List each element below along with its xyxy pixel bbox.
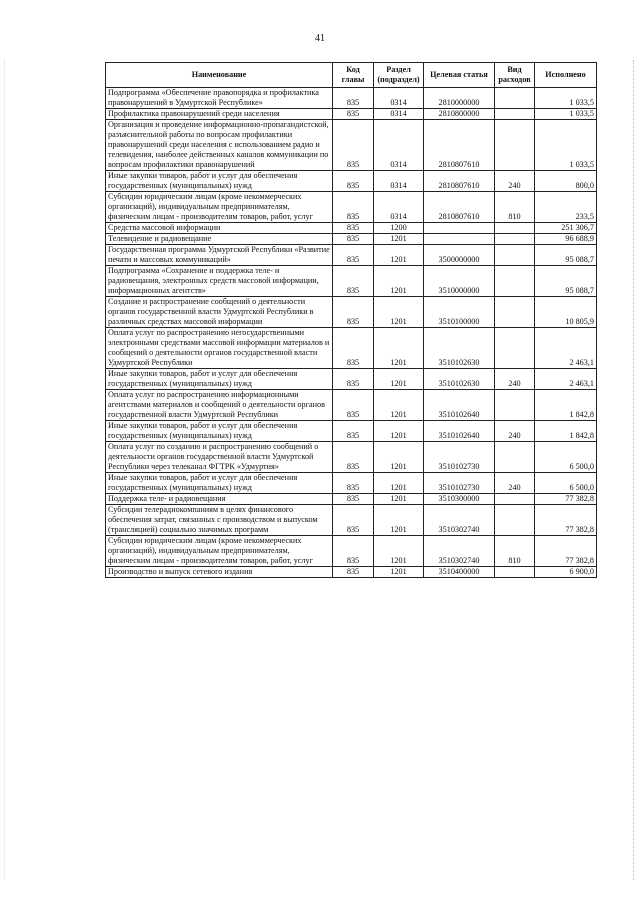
table-row <box>106 421 597 442</box>
cell-section: 1201 <box>374 245 424 266</box>
cell-article: 3510400000 <box>424 567 495 578</box>
cell-section: 1201 <box>374 473 424 494</box>
table-row <box>106 192 597 223</box>
table-row <box>106 223 597 234</box>
cell-type <box>495 494 535 505</box>
cell-article: 3510300000 <box>424 494 495 505</box>
cell-article: 2810807610 <box>424 192 495 223</box>
cell-executed: 77 382,8 <box>535 494 597 505</box>
header-executed: Исполнено <box>535 63 597 88</box>
cell-type <box>495 567 535 578</box>
cell-name: Организация и проведение информационно-пропагандистской, разъяснительной работы по вопросам профилактики правонарушений среди населения с использованием радио и телевидения, наиболее действенных каналов коммуникации по вопросам профилактики правонарушений <box>106 120 333 171</box>
cell-article: 3510302740 <box>424 536 495 567</box>
cell-type <box>495 109 535 120</box>
table-row <box>106 297 597 328</box>
cell-code: 835 <box>333 223 374 234</box>
cell-article: 2810807610 <box>424 120 495 171</box>
cell-executed: 233,5 <box>535 192 597 223</box>
cell-name: Иные закупки товаров, работ и услуг для обеспечения государственных (муниципальных) нужд <box>106 473 333 494</box>
cell-executed: 2 463,1 <box>535 328 597 369</box>
table-row <box>106 266 597 297</box>
table-body <box>106 88 597 578</box>
cell-executed: 1 842,8 <box>535 421 597 442</box>
cell-name: Производство и выпуск сетевого издания <box>106 567 333 578</box>
cell-type: 240 <box>495 473 535 494</box>
cell-type <box>495 234 535 245</box>
cell-article: 3510000000 <box>424 266 495 297</box>
cell-name: Подпрограмма «Обеспечение правопорядка и профилактика правонарушений в Удмуртской Республике» <box>106 88 333 109</box>
cell-executed: 95 088,7 <box>535 266 597 297</box>
cell-name: Поддержка теле- и радиовещания <box>106 494 333 505</box>
cell-name: Создание и распространение сообщений о деятельности органов государственной власти Удмуртской Республики в различных средствах массовой информации <box>106 297 333 328</box>
table-row <box>106 369 597 390</box>
cell-type <box>495 442 535 473</box>
cell-code: 835 <box>333 328 374 369</box>
cell-type: 240 <box>495 421 535 442</box>
cell-article <box>424 234 495 245</box>
cell-article: 2810800000 <box>424 109 495 120</box>
cell-type <box>495 297 535 328</box>
cell-type <box>495 120 535 171</box>
cell-name: Субсидии юридическим лицам (кроме некоммерческих организаций), индивидуальным предпринимателям, физическим лицам - производителям товаров, работ, услуг <box>106 192 333 223</box>
table-row <box>106 442 597 473</box>
table-row <box>106 88 597 109</box>
scan-edge-right <box>632 60 634 880</box>
cell-type: 240 <box>495 369 535 390</box>
cell-type <box>495 88 535 109</box>
cell-executed: 6 500,0 <box>535 473 597 494</box>
cell-article: 3510102730 <box>424 473 495 494</box>
cell-name: Подпрограмма «Сохранение и поддержка теле- и радиовещания, электронных средств массовой информации, информационных агентств» <box>106 266 333 297</box>
cell-executed: 800,0 <box>535 171 597 192</box>
cell-type <box>495 223 535 234</box>
table-row <box>106 120 597 171</box>
cell-article: 3510102630 <box>424 369 495 390</box>
cell-name: Средства массовой информации <box>106 223 333 234</box>
cell-section: 1201 <box>374 442 424 473</box>
cell-code: 835 <box>333 171 374 192</box>
cell-article: 3510302740 <box>424 505 495 536</box>
cell-name: Оплата услуг по созданию и распространению сообщений о деятельности органов государственной власти Удмуртской Республики через телеканал ФГТРК «Удмуртия» <box>106 442 333 473</box>
cell-section: 1200 <box>374 223 424 234</box>
cell-section: 1201 <box>374 536 424 567</box>
cell-section: 1201 <box>374 328 424 369</box>
table-row <box>106 390 597 421</box>
cell-code: 835 <box>333 266 374 297</box>
cell-type <box>495 328 535 369</box>
cell-article: 3510102630 <box>424 328 495 369</box>
cell-section: 0314 <box>374 120 424 171</box>
header-code: Код главы <box>333 63 374 88</box>
cell-section: 1201 <box>374 369 424 390</box>
cell-code: 835 <box>333 369 374 390</box>
cell-name: Профилактика правонарушений среди населения <box>106 109 333 120</box>
table-row <box>106 171 597 192</box>
cell-type: 240 <box>495 171 535 192</box>
cell-article: 2810807610 <box>424 171 495 192</box>
table-row <box>106 494 597 505</box>
cell-section: 1201 <box>374 234 424 245</box>
table-row <box>106 536 597 567</box>
cell-article: 3500000000 <box>424 245 495 266</box>
cell-section: 0314 <box>374 109 424 120</box>
cell-code: 835 <box>333 442 374 473</box>
cell-executed: 1 842,8 <box>535 390 597 421</box>
cell-executed: 1 033,5 <box>535 109 597 120</box>
table-row <box>106 328 597 369</box>
cell-executed: 251 306,7 <box>535 223 597 234</box>
table-row <box>106 234 597 245</box>
cell-article: 3510102730 <box>424 442 495 473</box>
cell-name: Оплата услуг по распространению информационными агентствами материалов и сообщений о деятельности органов государственной власти Удмуртской Республики <box>106 390 333 421</box>
cell-section: 0314 <box>374 88 424 109</box>
cell-code: 835 <box>333 297 374 328</box>
cell-name: Государственная программа Удмуртской Республики «Развитие печати и массовых коммуникаций» <box>106 245 333 266</box>
cell-name: Оплата услуг по распространению негосударственными электронными средствами массовой информации материалов и сообщений о деятельности органов государственной власти Удмуртской Республики <box>106 328 333 369</box>
cell-article: 3510102640 <box>424 421 495 442</box>
cell-code: 835 <box>333 421 374 442</box>
cell-name: Субсидии телерадиокомпаниям в целях финансового обеспечения затрат, связанных с производством и выпуском (трансляцией) социально значимых программ <box>106 505 333 536</box>
header-article: Целевая статья <box>424 63 495 88</box>
cell-code: 835 <box>333 536 374 567</box>
cell-section: 1201 <box>374 567 424 578</box>
cell-section: 1201 <box>374 494 424 505</box>
table-row <box>106 109 597 120</box>
budget-execution-table <box>105 62 597 578</box>
cell-executed: 77 382,8 <box>535 536 597 567</box>
cell-executed: 1 033,5 <box>535 88 597 109</box>
cell-code: 835 <box>333 505 374 536</box>
cell-section: 1201 <box>374 266 424 297</box>
cell-code: 835 <box>333 494 374 505</box>
cell-executed: 6 500,0 <box>535 442 597 473</box>
cell-executed: 1 033,5 <box>535 120 597 171</box>
cell-code: 835 <box>333 473 374 494</box>
cell-executed: 6 900,0 <box>535 567 597 578</box>
cell-code: 835 <box>333 567 374 578</box>
cell-article <box>424 223 495 234</box>
cell-executed: 2 463,1 <box>535 369 597 390</box>
cell-type <box>495 505 535 536</box>
cell-section: 0314 <box>374 192 424 223</box>
cell-name: Иные закупки товаров, работ и услуг для обеспечения государственных (муниципальных) нужд <box>106 369 333 390</box>
cell-type: 810 <box>495 192 535 223</box>
cell-executed: 77 382,8 <box>535 505 597 536</box>
cell-code: 835 <box>333 390 374 421</box>
cell-section: 1201 <box>374 421 424 442</box>
table-header-row <box>106 63 597 88</box>
page-number: 41 <box>315 33 325 44</box>
cell-type <box>495 245 535 266</box>
cell-section: 1201 <box>374 297 424 328</box>
cell-code: 835 <box>333 234 374 245</box>
table-row <box>106 505 597 536</box>
cell-code: 835 <box>333 120 374 171</box>
cell-name: Телевидение и радиовещание <box>106 234 333 245</box>
cell-code: 835 <box>333 245 374 266</box>
cell-code: 835 <box>333 88 374 109</box>
table-row <box>106 567 597 578</box>
header-section: Раздел (подраздел) <box>374 63 424 88</box>
cell-name: Иные закупки товаров, работ и услуг для обеспечения государственных (муниципальных) нужд <box>106 171 333 192</box>
cell-executed: 96 688,9 <box>535 234 597 245</box>
cell-article: 2810000000 <box>424 88 495 109</box>
cell-code: 835 <box>333 109 374 120</box>
cell-name: Субсидии юридическим лицам (кроме некоммерческих организаций), индивидуальным предпринимателям, физическим лицам - производителям товаров, работ, услуг <box>106 536 333 567</box>
cell-section: 1201 <box>374 505 424 536</box>
cell-article: 3510102640 <box>424 390 495 421</box>
cell-executed: 10 805,9 <box>535 297 597 328</box>
cell-name: Иные закупки товаров, работ и услуг для обеспечения государственных (муниципальных) нужд <box>106 421 333 442</box>
table-row <box>106 473 597 494</box>
header-type: Вид расходов <box>495 63 535 88</box>
cell-type: 810 <box>495 536 535 567</box>
cell-executed: 95 088,7 <box>535 245 597 266</box>
cell-section: 1201 <box>374 390 424 421</box>
cell-article: 3510100000 <box>424 297 495 328</box>
cell-code: 835 <box>333 192 374 223</box>
cell-type <box>495 266 535 297</box>
cell-section: 0314 <box>374 171 424 192</box>
header-name: Наименование <box>106 63 333 88</box>
cell-type <box>495 390 535 421</box>
table-row <box>106 245 597 266</box>
scan-edge-left <box>4 60 6 880</box>
